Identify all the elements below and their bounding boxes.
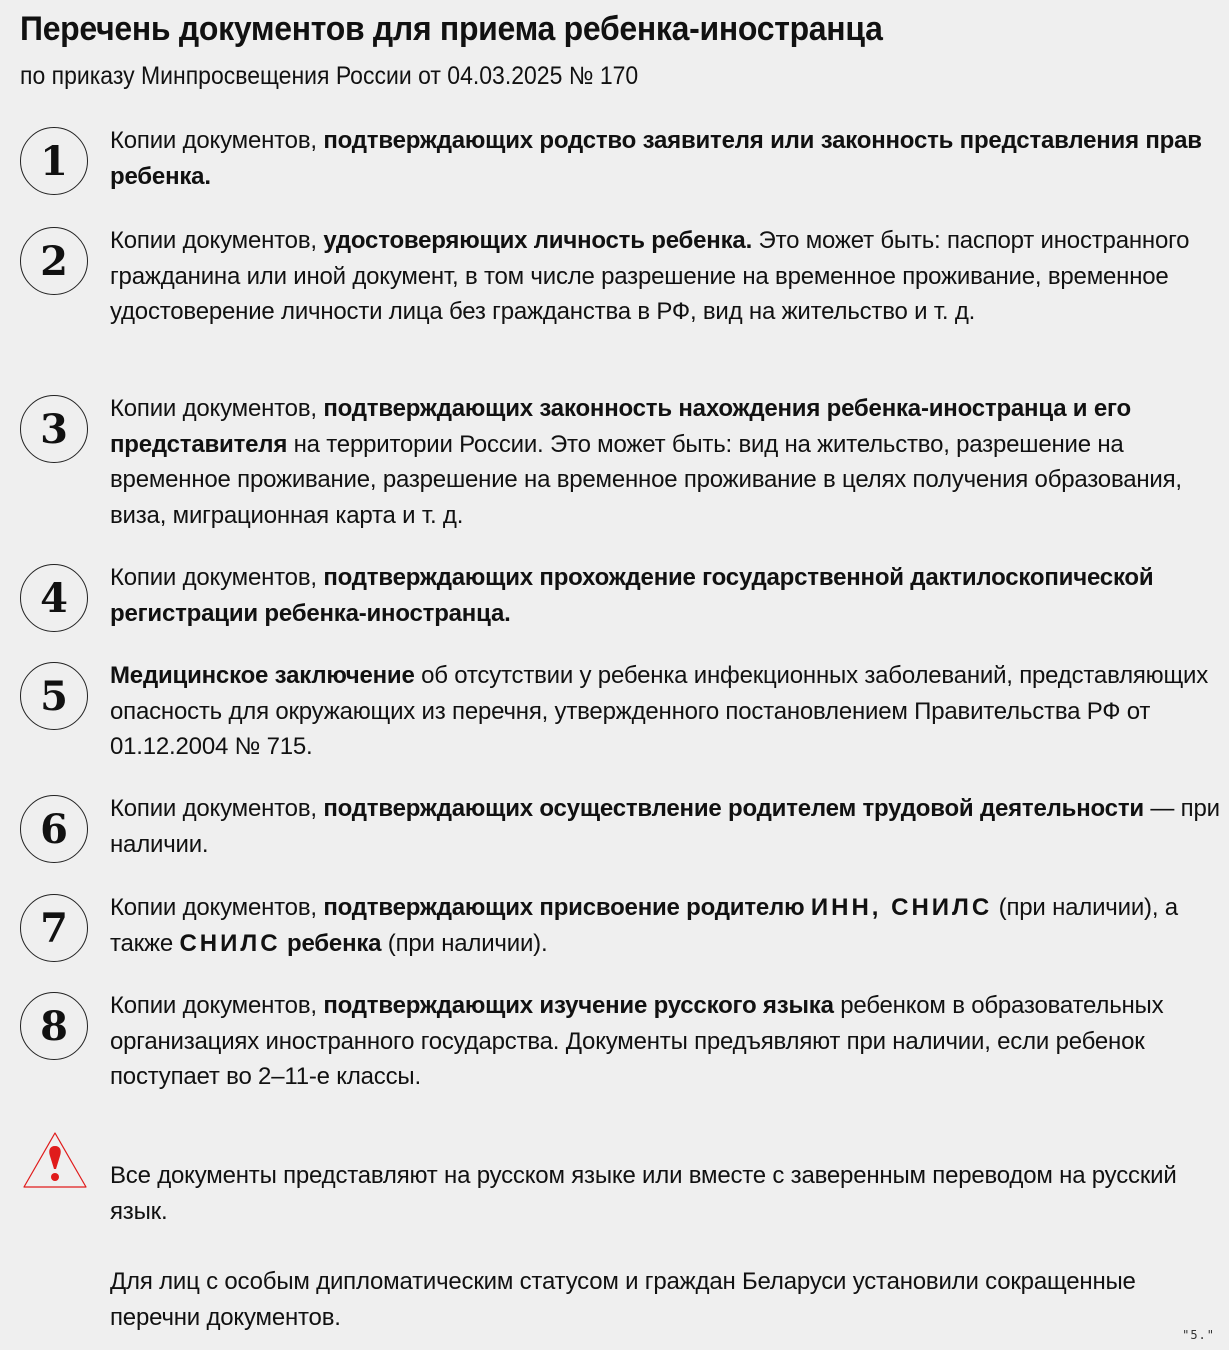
- body-text: — при наличии.: [110, 795, 1220, 858]
- number-badge: 5: [20, 662, 88, 730]
- item-text: [110, 123, 1220, 194]
- body-text: на территории России. Это может быть: вид на жительство, разрешение на временное проживание, разрешение на временное проживание в целях получения образования, виза, миграционная карта и т. д.: [110, 430, 1182, 529]
- body-text: Копии документов,: [110, 395, 324, 422]
- body-text: Копии документов,: [110, 894, 324, 921]
- item-text: [110, 560, 1220, 631]
- body-text: (при наличии), а также: [110, 894, 1178, 957]
- body-text: (при наличии).: [381, 929, 548, 957]
- emphasis-text: подтверждающих законность нахождения ребенка-иностранца и его представителя: [110, 395, 1131, 458]
- number-badge: 3: [20, 395, 88, 463]
- item-text: [110, 658, 1220, 765]
- page-subtitle: по приказу Минпросвещения России от 04.03.2025 № 170: [20, 62, 639, 90]
- emphasis-text: Медицинское заключение: [110, 662, 415, 689]
- emphasis-text: удостоверяющих личность ребенка.: [323, 227, 753, 254]
- number-badge: 8: [20, 992, 88, 1060]
- emphasis-text: подтверждающих присвоение родителю: [323, 894, 811, 921]
- body-text: Копии документов,: [110, 564, 324, 591]
- note-translation: Все документы представляют на русском языке или вместе с заверенным переводом на русский язык.: [110, 1162, 1177, 1225]
- body-text: Это может быть: паспорт иностранного гражданина или иной документ, в том числе разрешение на временное проживание, временное удостоверение личности лица без гражданства в РФ, вид на жительство и т. д.: [110, 227, 1190, 325]
- item-text: [110, 988, 1220, 1095]
- number-badge: 7: [20, 894, 88, 962]
- body-text: Копии документов,: [110, 795, 324, 822]
- emphasis-text: ИНН, СНИЛС: [810, 894, 993, 921]
- emphasis-text: СНИЛС: [179, 929, 281, 957]
- emphasis-text: подтверждающих прохождение государственной дактилоскопической регистрации ребенка-иностранца.: [110, 564, 1154, 627]
- number-badge: 6: [20, 795, 88, 863]
- footer-mark: "5.": [1182, 1328, 1215, 1342]
- body-text: Копии документов,: [110, 227, 324, 254]
- body-text: об отсутствии у ребенка инфекционных заболеваний, представляющих опасность для окружающих из перечня, утвержденного постановлением Правительства РФ от 01.12.2004 № 715.: [110, 662, 1209, 760]
- number-badge: 1: [20, 127, 88, 195]
- body-text: Копии документов,: [110, 127, 324, 154]
- note-exceptions: Для лиц с особым дипломатическим статусом и граждан Беларуси установили сокращенные перечни документов.: [110, 1268, 1136, 1331]
- item-text: [110, 391, 1220, 533]
- emphasis-text: подтверждающих осуществление родителем трудовой деятельности: [323, 795, 1144, 822]
- number-badge: 4: [20, 564, 88, 632]
- body-text: Копии документов,: [110, 992, 324, 1019]
- warning-icon: [22, 1131, 88, 1189]
- body-text: ребенком в образовательных организациях иностранного государства. Документы предъявляют при наличии, если ребенок поступает во 2–11-е классы.: [110, 992, 1164, 1090]
- item-text: [110, 223, 1220, 330]
- item-text: [110, 791, 1220, 862]
- number-badge: 2: [20, 227, 88, 295]
- emphasis-text: ребенка: [280, 929, 382, 957]
- page-title: Перечень документов для приема ребенка-иностранца: [20, 10, 883, 48]
- emphasis-text: подтверждающих изучение русского языка: [323, 992, 834, 1019]
- emphasis-text: подтверждающих родство заявителя или законность представления прав ребенка.: [110, 127, 1202, 190]
- item-text: [110, 890, 1220, 961]
